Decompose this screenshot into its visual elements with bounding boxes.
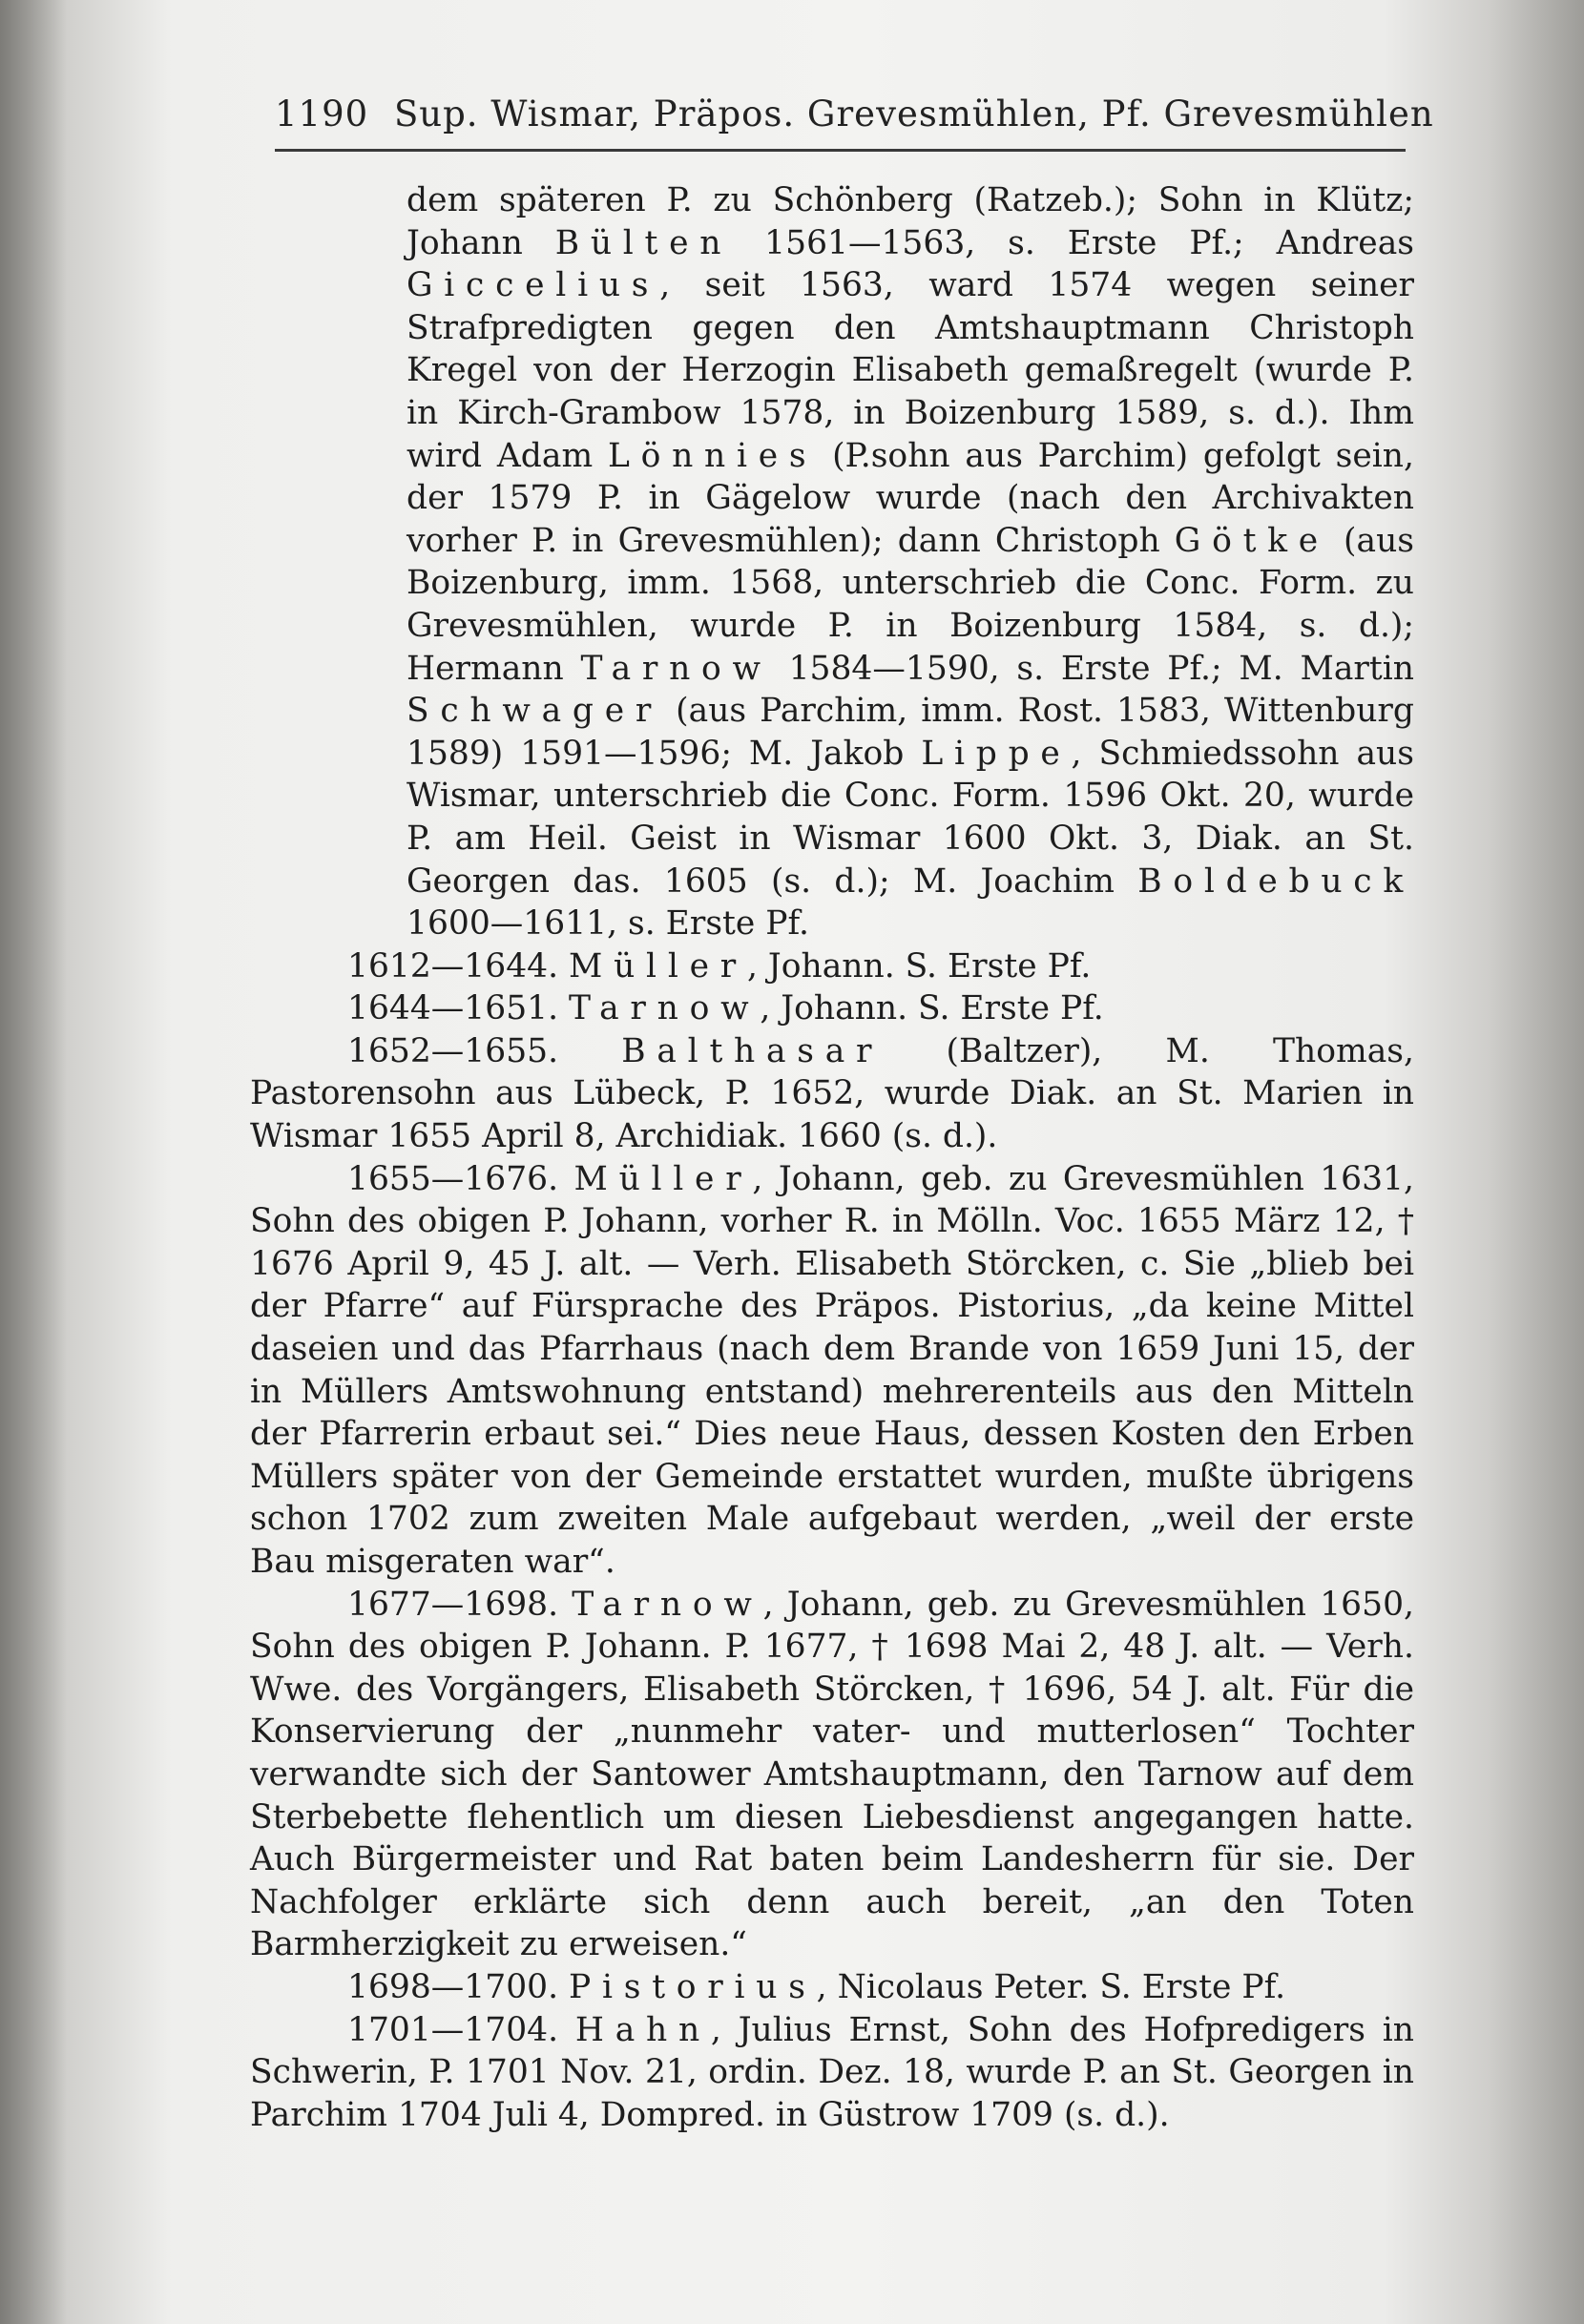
main-text xyxy=(250,179,1414,2136)
text-run: 1652—1655. xyxy=(347,1031,622,1070)
text-run: , Johann, geb. zu Grevesmühlen 1631, Sohn des obigen P. Johann, vorher R. in Mölln. Voc. 1655 März 12, † 1676 April 9, 45 J. alt. — Verh. Elisabeth Störcken, c. Sie „blieb bei der Pfarre“ auf Fürsprache des Präpos. Pistorius, „da keine Mittel daseien und das Pfarrhaus (nach dem Brande von 1659 Juni 15, der in Müllers Amtswohnung entstand) mehrerenteils aus den Mitteln der Pfarrerin erbaut sei.“ Dies neue Haus, dessen Kosten den Erben Müllers später von der Gemeinde erstattet wurden, mußte übrigens schon 1702 zum zweiten Male aufgebaut werden, „weil der erste Bau misgeraten war“. xyxy=(250,1159,1414,1581)
spaced-name: Tarnow xyxy=(572,1585,763,1624)
spaced-name: Schwager xyxy=(406,692,663,731)
continued-paragraph xyxy=(250,179,1414,945)
spaced-name: Müller xyxy=(573,1159,753,1198)
text-run: 1561—1563, s. Erste Pf.; Andreas xyxy=(732,223,1414,262)
spaced-name: Pistorius xyxy=(569,1967,817,2006)
text-run: dem späteren P. zu Schönberg (Ratzeb.); Sohn in Klütz; Johann xyxy=(406,181,1414,262)
pastor-entry xyxy=(250,2009,1414,2137)
spaced-name: Müller xyxy=(569,946,747,986)
text-run: 1644—1651. xyxy=(347,989,570,1028)
spaced-name: Bülten xyxy=(554,223,733,262)
running-header xyxy=(275,93,1434,147)
spaced-name: Tarnow xyxy=(569,989,761,1028)
text-run: 1655—1676. xyxy=(347,1159,574,1198)
spaced-name: Giccelius xyxy=(406,266,660,305)
text-run: 1584—1590, s. Erste Pf.; M. Martin xyxy=(771,649,1414,688)
spaced-name: Lippe xyxy=(921,734,1072,773)
page-number: 1190 xyxy=(275,93,369,135)
text-run: , Johann. S. Erste Pf. xyxy=(746,946,1092,986)
text-run: (aus Parchim, imm. Rost. 1583, Wittenburg 1589) 1591—1596; M. Jakob xyxy=(406,692,1414,773)
running-title: Sup. Wismar, Präpos. Grevesmühlen, Pf. Grevesmühlen xyxy=(393,93,1434,135)
pastor-entry xyxy=(250,1584,1414,1966)
text-run: 1677—1698. xyxy=(347,1585,573,1624)
text-run: 1600—1611, s. Erste Pf. xyxy=(406,904,810,944)
spaced-name: Götke xyxy=(1174,521,1329,560)
spaced-name: Tarnow xyxy=(580,649,772,688)
pastor-entry xyxy=(250,1966,1414,2009)
text-run: , Julius Ernst, Sohn des Hofpredigers in Schwerin, P. 1701 Nov. 21, ordin. Dez. 18, wurde P. an St. Georgen in Parchim 1704 Juli 4, Dompred. in Güstrow 1709 (s. d.). xyxy=(250,2010,1414,2134)
text-run: , seit 1563, ward 1574 wegen seiner Strafpredigten gegen den Amtshauptmann Christoph Kregel von der Herzogin Elisabeth gemaßregelt (wurde P. in Kirch-Grambow 1578, in Boizenburg 1589, s. d.). Ihm wird Adam xyxy=(406,266,1414,475)
text-run: (P.sohn aus Parchim) gefolgt sein, der 1579 P. in Gägelow wurde (nach den Archivakten vorher P. in Grevesmühlen); dann Christoph xyxy=(406,436,1414,560)
text-run: (aus Boizenburg, imm. 1568, unterschrieb die Conc. Form. zu Grevesmühlen, wurde P. in Boizenburg 1584, s. d.); Hermann xyxy=(406,521,1415,688)
header-rule xyxy=(275,149,1406,152)
pastor-entry xyxy=(250,1030,1414,1158)
text-run: , Schmiedssohn aus Wismar, unterschrieb die Conc. Form. 1596 Okt. 20, wurde P. am Heil. Geist in Wismar 1600 Okt. 3, Diak. an St. Georgen das. 1605 (s. d.); M. Joachim xyxy=(406,734,1414,901)
text-run: , Johann, geb. zu Grevesmühlen 1650, Sohn des obigen P. Johann. P. 1677, † 1698 Mai 2, 48 J. alt. — Verh. Wwe. des Vorgängers, Elisabeth Störcken, † 1696, 54 J. alt. Für die Konservierung der „nunmehr vater- und mutterlosen“ Tochter verwandte sich der Santower Amtshauptmann, den Tarnow auf dem Sterbebette flehentlich um diesen Liebesdienst angegangen hatte. Auch Bürgermeister und Rat baten beim Landesherrn für sie. Der Nachfolger erklärte sich denn auch bereit, „an den Toten Barmherzigkeit zu erweisen.“ xyxy=(250,1585,1414,1964)
binding-shadow xyxy=(0,0,67,2324)
pastor-entry xyxy=(250,1158,1414,1584)
pastor-entry xyxy=(250,945,1414,988)
text-run: (Baltzer), M. Thomas, Pastorensohn aus Lübeck, P. 1652, wurde Diak. an St. Marien in Wismar 1655 April 8, Archidiak. 1660 (s. d.). xyxy=(250,1031,1414,1156)
pastor-entry xyxy=(250,987,1414,1030)
spaced-name: Boldebuck xyxy=(1137,861,1414,901)
text-run: 1698—1700. xyxy=(347,1967,570,2006)
text-run: 1612—1644. xyxy=(347,946,570,986)
text-run: 1701—1704. xyxy=(347,2010,575,2049)
text-run: , Nicolaus Peter. S. Erste Pf. xyxy=(816,1967,1286,2006)
spaced-name: Lönnies xyxy=(607,436,818,475)
spaced-name: Balthasar xyxy=(621,1031,884,1070)
spaced-name: Hahn xyxy=(574,2010,711,2049)
text-run: , Johann. S. Erste Pf. xyxy=(760,989,1104,1028)
